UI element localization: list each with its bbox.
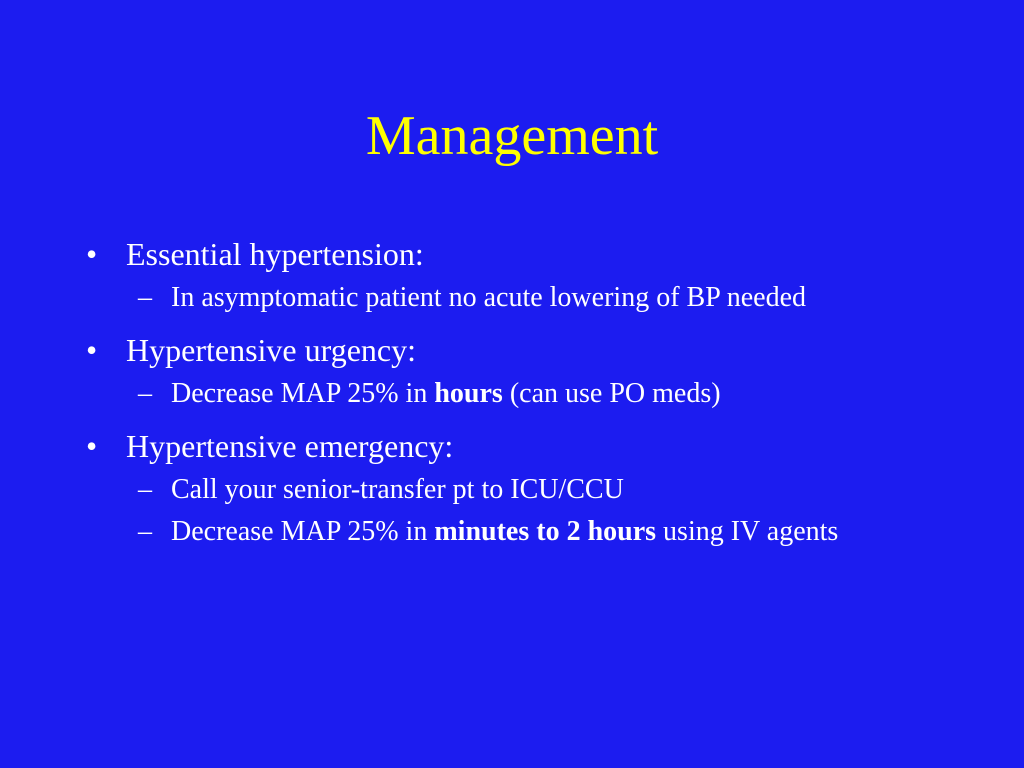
sub-bullet-text-prefix: Decrease MAP 25% in: [171, 378, 435, 409]
bullet-item-hypertensive-emergency: [86, 424, 946, 468]
bullet-marker: •: [86, 428, 98, 464]
sub-bullet-text-prefix: Decrease MAP 25% in: [171, 516, 435, 547]
sub-bullet-text-suffix: using IV agents: [656, 516, 839, 547]
sub-bullet-text: Call your senior-transfer pt to ICU/CCU: [171, 474, 624, 505]
bullet-list: [86, 232, 946, 552]
sub-bullet-item: [86, 374, 946, 414]
dash-marker: –: [138, 516, 152, 547]
bullet-text: Hypertensive urgency:: [126, 332, 416, 368]
sub-bullet-text-suffix: (can use PO meds): [502, 378, 721, 409]
sub-bullet-text-bold: minutes to 2 hours: [434, 516, 657, 547]
bullet-text: Essential hypertension:: [126, 236, 424, 272]
dash-marker: –: [138, 378, 152, 409]
sub-bullet-text: In asymptomatic patient no acute lowering of BP needed: [171, 282, 807, 313]
slide-title: Management: [365, 105, 659, 167]
sub-bullet-text-bold: hours: [434, 378, 503, 409]
sub-bullet-item: [86, 512, 946, 552]
bullet-text: Hypertensive emergency:: [126, 428, 454, 464]
bullet-marker: •: [86, 332, 98, 368]
dash-marker: –: [138, 282, 152, 313]
bullet-item-essential-hypertension: [86, 232, 946, 276]
bullet-marker: •: [86, 236, 98, 272]
sub-bullet-item: [86, 470, 946, 510]
sub-bullet-item: [86, 278, 946, 318]
bullet-item-hypertensive-urgency: [86, 328, 946, 372]
dash-marker: –: [138, 474, 152, 505]
